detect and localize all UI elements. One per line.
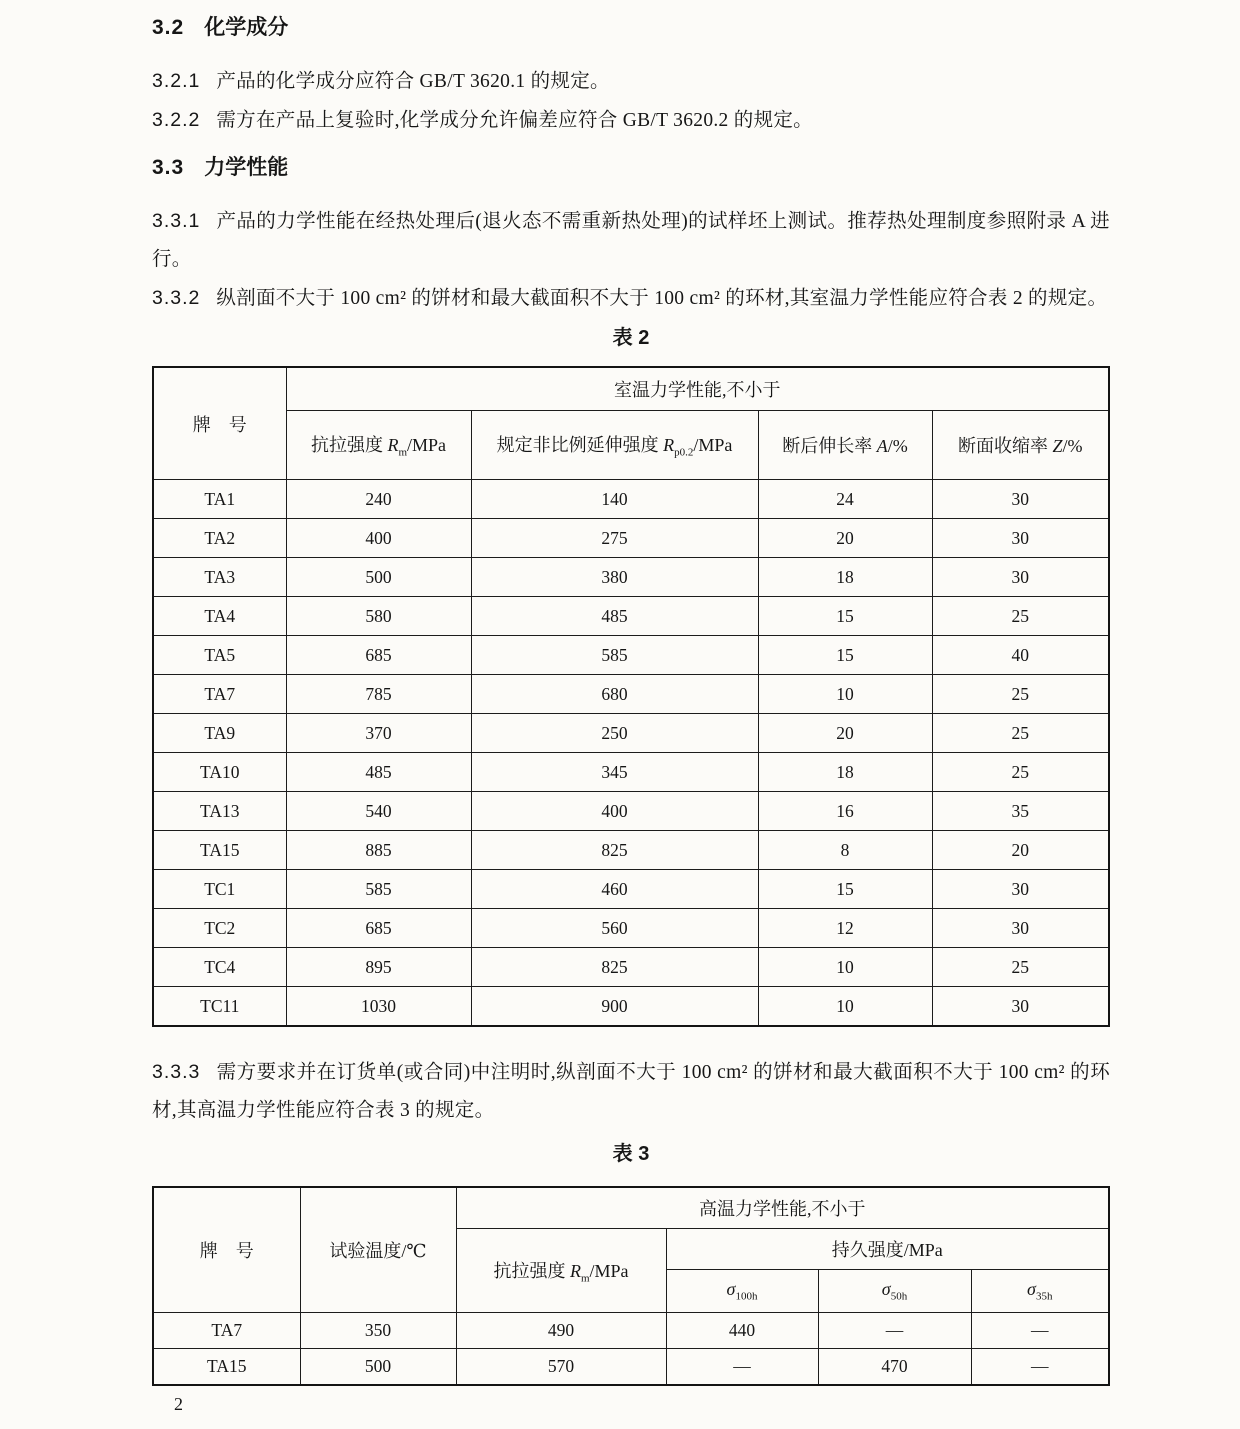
grade-cell: TC4 (153, 948, 286, 987)
clause-number: 3.2.1 (152, 70, 201, 92)
table-cell: 25 (932, 948, 1109, 987)
header-sigma-100h: $\sigma_{100h}$ (666, 1270, 818, 1313)
table-cell: 20 (758, 714, 932, 753)
table-row (153, 948, 1109, 987)
section-title: 化学成分 (204, 16, 289, 39)
table-cell: 18 (758, 558, 932, 597)
table-row (153, 1313, 1109, 1349)
header-yield-strength: 规定非比例延伸强度 $R_{p0.2}$/MPa (471, 411, 758, 480)
table-cell: 250 (471, 714, 758, 753)
section-number: 3.3 (152, 156, 185, 179)
table-row (153, 519, 1109, 558)
clause-text: 需方要求并在订货单(或合同)中注明时,纵剖面不大于 100 cm² 的饼材和最大截面积不大于 100 cm² 的环材,其高温力学性能应符合表 3 的规定。 (152, 1062, 1110, 1121)
table-cell: 240 (286, 480, 471, 519)
table-cell: 1030 (286, 987, 471, 1027)
table-cell: 30 (932, 480, 1109, 519)
table-cell: 20 (758, 519, 932, 558)
paragraph-3-2-2 (152, 101, 1110, 140)
table-cell: 16 (758, 792, 932, 831)
table-row (153, 792, 1109, 831)
grade-cell: TC2 (153, 909, 286, 948)
grade-cell: TC11 (153, 987, 286, 1027)
clause-text: 纵剖面不大于 100 cm² 的饼材和最大截面积不大于 100 cm² 的环材,其室温力学性能应符合表 2 的规定。 (216, 288, 1108, 309)
table-cell: — (971, 1349, 1109, 1386)
grade-cell: TA7 (153, 675, 286, 714)
clause-number: 3.3.3 (152, 1061, 201, 1083)
section-title: 力学性能 (204, 156, 289, 179)
table-row (153, 675, 1109, 714)
table-cell: 30 (932, 558, 1109, 597)
table-cell: 40 (932, 636, 1109, 675)
table-cell: 18 (758, 753, 932, 792)
table-header-row (153, 411, 1109, 480)
table-cell: 560 (471, 909, 758, 948)
header-endurance-strength: 持久强度/MPa (666, 1229, 1109, 1270)
header-brand: 牌 号 (153, 1187, 300, 1313)
table-cell: 30 (932, 909, 1109, 948)
table-cell: — (818, 1313, 971, 1349)
table-cell: 580 (286, 597, 471, 636)
header-tensile-strength: 抗拉强度 $R_m$/MPa (456, 1229, 666, 1313)
table-cell: 895 (286, 948, 471, 987)
grade-cell: TA7 (153, 1313, 300, 1349)
grade-cell: TA15 (153, 1349, 300, 1386)
section-heading-3-2 (152, 14, 1110, 42)
table-cell: 12 (758, 909, 932, 948)
table-row (153, 1349, 1109, 1386)
table-cell: 24 (758, 480, 932, 519)
clause-number: 3.3.2 (152, 287, 201, 309)
table-cell: 900 (471, 987, 758, 1027)
table-row (153, 558, 1109, 597)
table-cell: 380 (471, 558, 758, 597)
table-row (153, 714, 1109, 753)
table-row (153, 597, 1109, 636)
table-cell: 585 (286, 870, 471, 909)
paragraph-3-3-2 (152, 279, 1110, 318)
table-row (153, 480, 1109, 519)
table-cell: — (666, 1349, 818, 1386)
table-cell: 140 (471, 480, 758, 519)
table-2-caption: 表 2 (612, 327, 650, 349)
table-cell: 15 (758, 636, 932, 675)
table-cell: 490 (456, 1313, 666, 1349)
page-content (152, 0, 1110, 1415)
table-header-row (153, 1187, 1109, 1229)
header-high-temp-group: 高温力学性能,不小于 (456, 1187, 1109, 1229)
table-cell: 470 (818, 1349, 971, 1386)
paragraph-3-3-1 (152, 202, 1110, 279)
grade-cell: TA1 (153, 480, 286, 519)
table-cell: 485 (471, 597, 758, 636)
table-cell: 30 (932, 987, 1109, 1027)
grade-cell: TA5 (153, 636, 286, 675)
table-cell: 10 (758, 675, 932, 714)
table-cell: 30 (932, 870, 1109, 909)
table-row (153, 909, 1109, 948)
table-cell: 30 (932, 519, 1109, 558)
table-cell: 485 (286, 753, 471, 792)
clause-text: 产品的力学性能在经热处理后(退火态不需重新热处理)的试样坯上测试。推荐热处理制度参照附录 A 进行。 (152, 211, 1110, 270)
table-cell: 585 (471, 636, 758, 675)
table-cell: 15 (758, 870, 932, 909)
grade-cell: TA9 (153, 714, 286, 753)
paragraph-3-2-1 (152, 62, 1110, 101)
table-cell: 25 (932, 714, 1109, 753)
table-cell: 10 (758, 987, 932, 1027)
grade-cell: TA2 (153, 519, 286, 558)
header-sigma-35h: $\sigma_{35h}$ (971, 1270, 1109, 1313)
table-cell: 540 (286, 792, 471, 831)
table-cell: 25 (932, 753, 1109, 792)
table-cell: 685 (286, 909, 471, 948)
grade-cell: TA3 (153, 558, 286, 597)
table-header-row (153, 367, 1109, 411)
table-cell: — (971, 1313, 1109, 1349)
table-cell: 460 (471, 870, 758, 909)
table-cell: 275 (471, 519, 758, 558)
table-cell: 825 (471, 948, 758, 987)
table-cell: 350 (300, 1313, 456, 1349)
grade-cell: TA13 (153, 792, 286, 831)
table-cell: 345 (471, 753, 758, 792)
table-cell: 685 (286, 636, 471, 675)
section-heading-3-3 (152, 154, 1110, 182)
clause-number: 3.2.2 (152, 109, 201, 131)
table-row (153, 987, 1109, 1027)
table-cell: 370 (286, 714, 471, 753)
table-row (153, 831, 1109, 870)
table-row (153, 870, 1109, 909)
table-cell: 785 (286, 675, 471, 714)
header-reduction-of-area: 断面收缩率 Z/% (932, 411, 1109, 480)
table-cell: 400 (286, 519, 471, 558)
table-cell: 885 (286, 831, 471, 870)
clause-text: 需方在产品上复验时,化学成分允许偏差应符合 GB/T 3620.2 的规定。 (216, 110, 813, 131)
grade-cell: TA4 (153, 597, 286, 636)
table-cell: 500 (286, 558, 471, 597)
table-row (153, 753, 1109, 792)
table-cell: 15 (758, 597, 932, 636)
clause-number: 3.3.1 (152, 210, 201, 232)
table-cell: 400 (471, 792, 758, 831)
table-2 (152, 366, 1110, 1027)
table-3-caption: 表 3 (612, 1143, 650, 1165)
table-cell: 25 (932, 675, 1109, 714)
section-number: 3.2 (152, 16, 185, 39)
table-cell: 20 (932, 831, 1109, 870)
page-number: 2 (174, 1394, 183, 1414)
table-cell: 35 (932, 792, 1109, 831)
table-cell: 10 (758, 948, 932, 987)
table-cell: 825 (471, 831, 758, 870)
header-sigma-50h: $\sigma_{50h}$ (818, 1270, 971, 1313)
table-cell: 8 (758, 831, 932, 870)
table-cell: 570 (456, 1349, 666, 1386)
table-cell: 25 (932, 597, 1109, 636)
table-cell: 440 (666, 1313, 818, 1349)
paragraph-3-3-3 (152, 1053, 1110, 1130)
header-elongation: 断后伸长率 A/% (758, 411, 932, 480)
header-test-temperature: 试验温度/℃ (300, 1187, 456, 1313)
table-3 (152, 1186, 1110, 1386)
table-cell: 680 (471, 675, 758, 714)
grade-cell: TC1 (153, 870, 286, 909)
table-cell: 500 (300, 1349, 456, 1386)
header-brand: 牌 号 (153, 367, 286, 480)
clause-text: 产品的化学成分应符合 GB/T 3620.1 的规定。 (216, 71, 610, 92)
grade-cell: TA15 (153, 831, 286, 870)
header-tensile-strength: 抗拉强度 $R_m$/MPa (286, 411, 471, 480)
header-room-temp-group: 室温力学性能,不小于 (286, 367, 1109, 411)
table-row (153, 636, 1109, 675)
grade-cell: TA10 (153, 753, 286, 792)
